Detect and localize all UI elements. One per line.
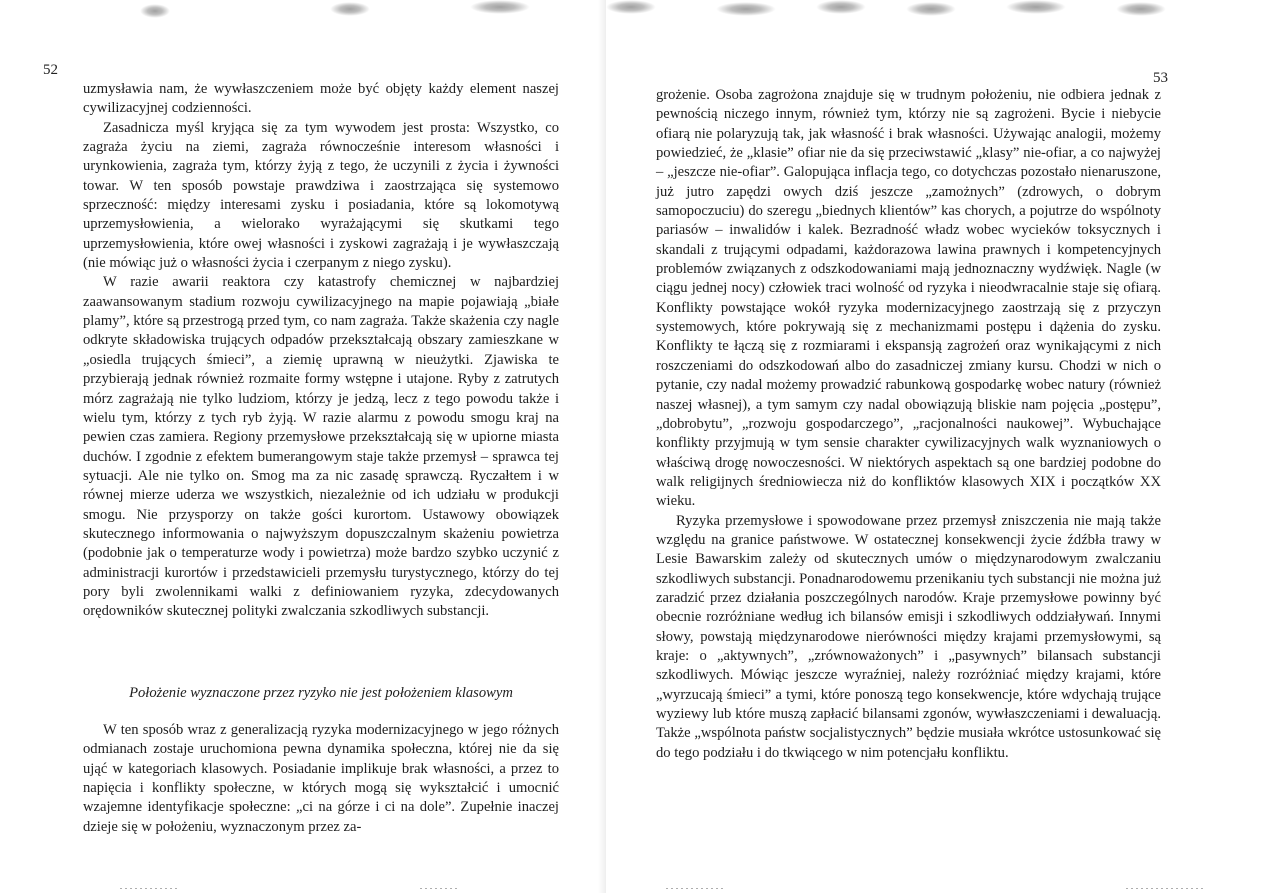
page-number: 53 [1153,70,1168,86]
paragraph: Zasadnicza myśl kryjąca się za tym wywodem jest prosta: Wszystko, co zagraża życiu na ziemi, zagraża równocześnie interesom własności i urynkowienia, zagraża tym, którzy żyją z tego, że uczynili z życia i żywności towar. W ten sposób powstaje prawdziwa i zaostrzająca się systemowo sprzeczność: między interesami zysku i posiadania, które są lokomotywą uprzemysłowienia, a wielorako wyrażającymi się skutkami tego uprzemysłowienia, które owej własności i zyskowi zagrażają i je wywłaszczają (nie mówiąc już o własności życia i czerpanym z niego zysku). [83,119,559,272]
left-section-text [83,721,559,837]
paragraph: W ten sposób wraz z generalizacją ryzyka modernizacyjnego w jego różnych odmianach zostaje uruchomiona pewna dynamika społeczna, której nie da się ująć w kategoriach klasowych. Posiadanie implikuje brak własności, a przez to napięcia i konflikty społeczne, w których mogą się wykształcić i umocnić wzajemne identyfikacje społeczne: „ci na górze i ci na dole”. Zupełnie inaczej dzieje się w położeniu, wyznaczonym przez za- [83,722,559,835]
page-number: 52 [43,62,58,78]
left-body-text [83,80,559,622]
left-page [0,0,606,893]
bottom-edge-right [1126,888,1206,889]
section-heading: Położenie wyznaczone przez ryzyko nie jest położeniem klasowym [129,685,513,701]
paragraph: Ryzyka przemysłowe i spowodowane przez przemysł zniszczenia nie mają także względu na granice państwowe. W ostatecznej konsekwencji życie źdźbła trawy w Lesie Bawarskim zależy od skutecznych umów o międzynarodowym zwalczaniu szkodliwych substancji. Ponadnarodowemu przenikaniu tych substancji nie można już zaradzić przez działania poszczególnych narodów. Kraje przemysłowe powinny być obecnie rozróżniane według ich bilansów emisji i szkodliwych oddziaływań. Innymi słowy, powstają międzynarodowe nierówności między krajami przemysłowymi, są kraje: o „aktywnych”, „zrównoważonych” i „pasywnych” bilansach substancji szkodliwych. Mówiąc jeszcze wyraźniej, należy rozróżniać między krajami, które „wyrzucają śmieci” a tymi, które ponoszą tego konsekwencje, które wdychają trujące wyziewy lub które muszą zapłacić bilansami zgonów, wywłaszczeniami i dewaluacją. Także „wspólnota państw socjalistycznych” będzie musiała wkrótce ustosunkować się do tego podziału i do tkwiącego w nim potencjału konfliktu. [656,512,1161,761]
scan-noise-right [606,0,1279,28]
bottom-edge-left [120,888,180,889]
paragraph: W razie awarii reaktora czy katastrofy chemicznej w najbardziej zaawansowanym stadium rozwoju cywilizacyjnego na mapie pojawiają „białe plamy”, które są przestrogą przed tym, co nam zagraża. Także skażenia czy nagle odkryte składowiska trujących odpadów przekształcają obszary zamieszkane w „osiedla trujących śmieci”, a ziemię uprawną w nieużytki. Zjawiska te przybierają jednak również rozmaite formy wstępne i utajone. Ryby z zatrutych mórz zagrażają nie tylko ludziom, którzy je jedzą, lecz z tego powodu także i wielu tym, którzy z tych ryb żyją. W razie alarmu z powodu smogu kraj na pewien czas zamiera. Regiony przemysłowe przekształcają się w upiorne miasta duchów. I zgodnie z efektem bumerangowym staje także przemysł – sprawca tej sytuacji. Ale nie tylko on. Smog ma za nic zasadę sprawczą. Ryczałtem i w równej mierze uderza we wszystkich, niezależnie od ich udziału w produkcji smogu. Nie przysporzy on także gości kurortom. Ustawowy obowiązek skutecznego informowania o najwyższym dopuszczalnym skażeniu powietrza (podobnie jak o temperaturze wody i powietrza) może bardzo szybko uczynić z administracji kurortów i przedstawicieli przemysłu turystycznego, którzy do tej pory byli zwolennikami walki z definiowaniem ryzyka, zdecydowanych orędowników skutecznej polityki zwalczania szkodliwych substancji. [83,274,559,620]
paragraph: uzmysławia nam, że wywłaszczeniem może być objęty każdy element naszej cywilizacyjnej codzienności. [83,81,559,117]
right-body-text [656,86,1161,763]
bottom-edge-right [666,888,726,889]
scan-noise-left [0,0,606,28]
bottom-edge-left [420,888,460,889]
right-page [606,0,1279,893]
paragraph: grożenie. Osoba zagrożona znajduje się w trudnym położeniu, nie odbiera jednak z pewnością niczego innym, również tym, którzy nie są zagrożeni. Bycie i niebycie ofiarą nie polaryzują tak, jak własność i brak własności. Używając analogii, możemy powiedzieć, że „klasie” ofiar nie da się przeciwstawić „klasy” nie-ofiar, a co najwyżej – „jeszcze nie-ofiar”. Galopująca inflacja tego, co dotychczas pozostało nienaruszone, już jutro zapędzi owych dziś jeszcze „zamożnych” (zdrowych, o dobrym samopoczuciu) do szeregu „biednych klientów” kas chorych, a pojutrze do wspólnoty pariasów – inwalidów i kalek. Bezradność władz wobec wycieków toksycznych i skandali z trującymi odpadami, każdorazowa lawina prawnych i kompetencyjnych problemów związanych z odszkodowaniami mają jednoznaczny wydźwięk. Nagle (w ciągu jednej nocy) człowiek traci wolność od ryzyka i nieodwracalnie staje się ofiarą. Konflikty powstające wokół ryzyka modernizacyjnego zaostrzają się z przyczyn systemowych, które pokrywają się z mechanizmami postępu i dążenia do zysku. Konflikty te łączą się z rozmiarami i ekspansją zagrożeń oraz wynikającymi z nich roszczeniami do odszkodowań albo do zasadniczej zmiany kursu. Chodzi w nich o pytanie, czy nadal możemy prowadzić rabunkową gospodarkę wobec natury (również naszej własnej), a tym samym czy nadal obowiązują bliskie nam pojęcia „postępu”, „dobrobytu”, „rozwoju gospodarczego”, „racjonalności naukowej”. Wybuchające konflikty przyjmują w tym sensie charakter cywilizacyjnych walk wyznaniowych o właściwą drogę nowoczesności. W niektórych aspektach są one bardziej podobne do walk religijnych średniowiecza niż do konfliktów klasowych XIX i początków XX wieku. [656,87,1161,510]
